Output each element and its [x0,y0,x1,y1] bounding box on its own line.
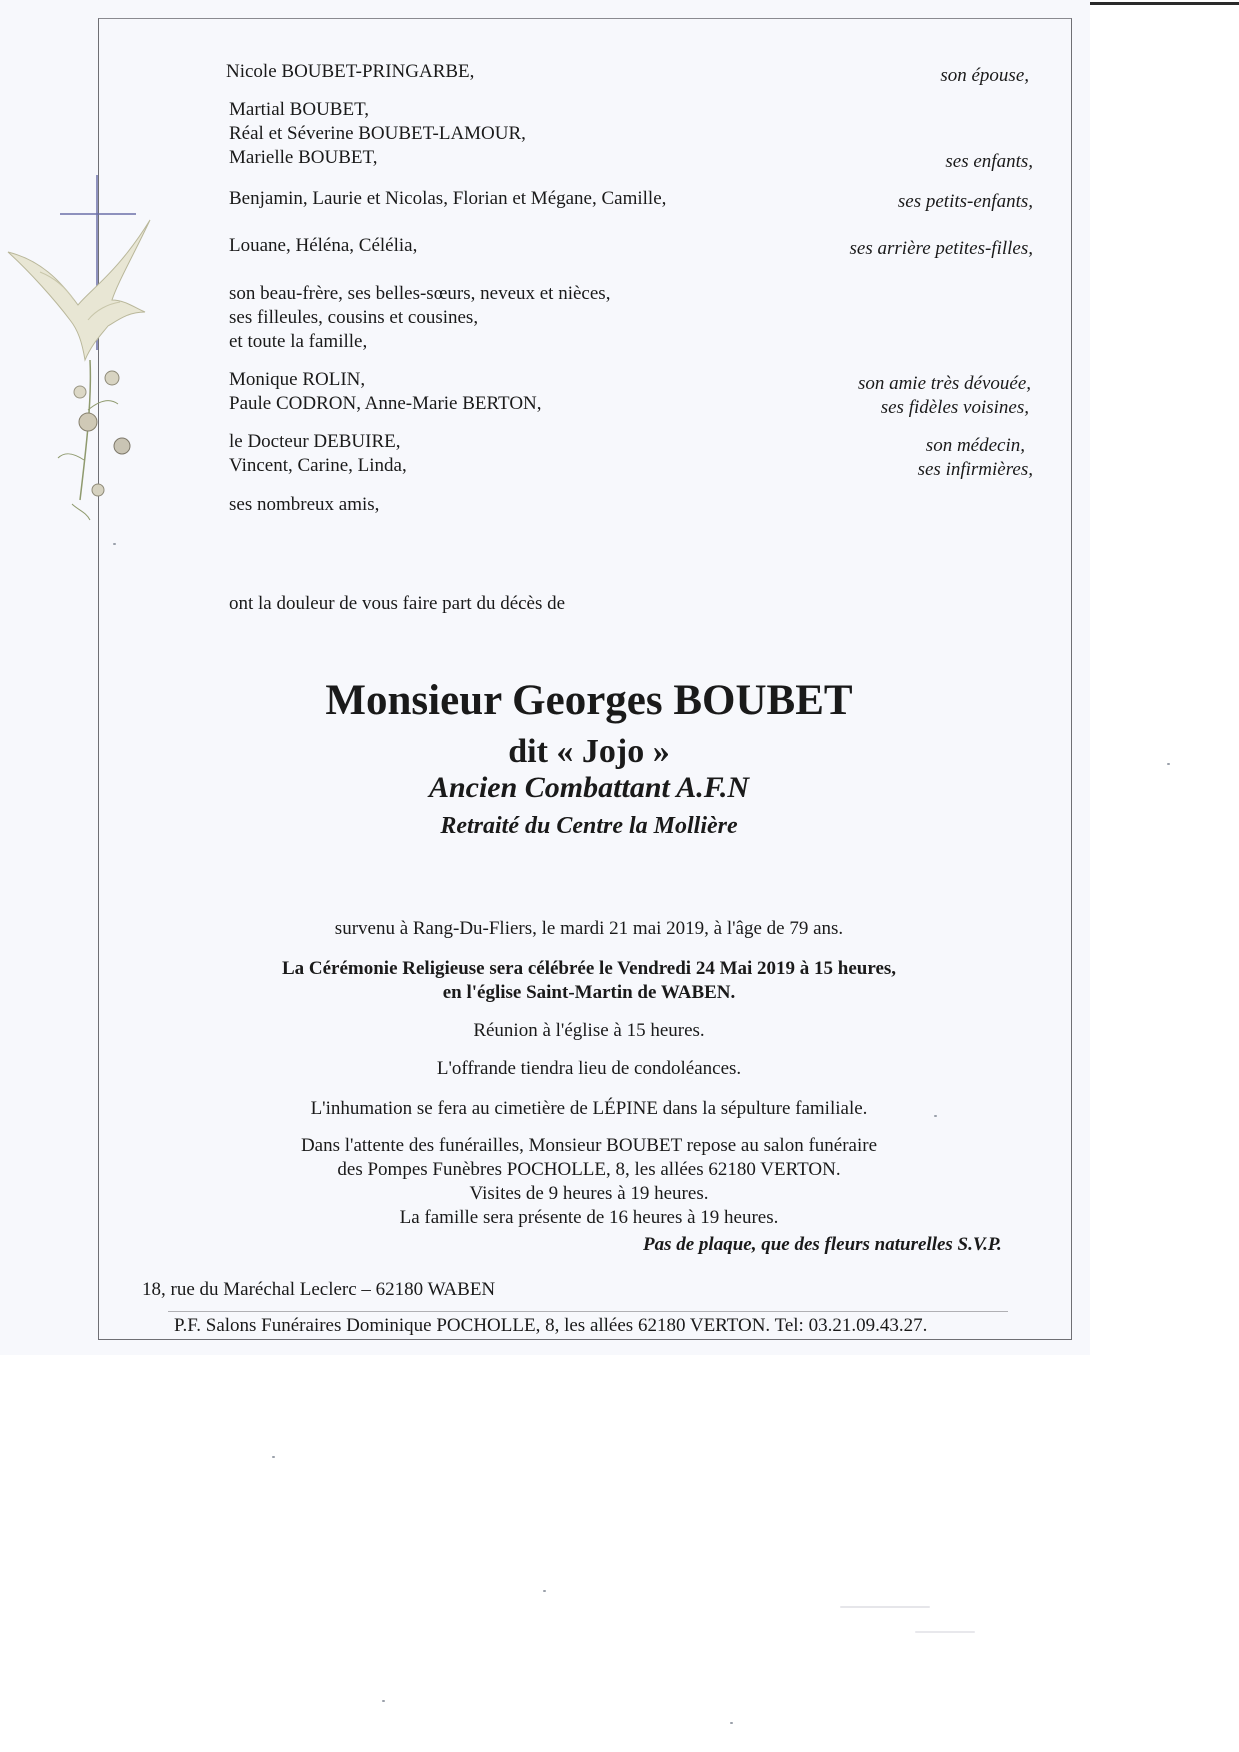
footer-rule [168,1311,1008,1312]
family-line: le Docteur DEBUIRE, [229,431,401,452]
reunion-line: Réunion à l'église à 15 heures. [473,1020,705,1041]
relation-label: ses enfants, [945,151,1033,172]
family-line: Vincent, Carine, Linda, [229,455,407,476]
scan-speck [840,1606,930,1608]
address-line: 18, rue du Maréchal Leclerc – 62180 WABEN [142,1279,496,1300]
family-line: ses nombreux amis, [229,494,380,515]
deceased-subtitle: Retraité du Centre la Mollière [440,813,738,839]
visites-line: Visites de 9 heures à 19 heures. [469,1183,709,1204]
family-line: son beau-frère, ses belles-sœurs, neveux et nièces, [229,283,611,304]
repose-line-2: des Pompes Funèbres POCHOLLE, 8, les allées 62180 VERTON. [337,1159,841,1180]
relation-label: son épouse, [940,65,1029,86]
family-line: Nicole BOUBET-PRINGARBE, [226,61,475,82]
family-line: et toute la famille, [229,331,368,352]
family-line: ses filleules, cousins et cousines, [229,307,479,328]
scan-speck [1167,763,1170,765]
relation-label: son médecin, [925,435,1025,456]
family-line: Paule CODRON, Anne-Marie BERTON, [229,393,542,414]
famille-line: La famille sera présente de 16 heures à 19 heures. [399,1207,779,1228]
deceased-title: Ancien Combattant A.F.N [428,771,750,804]
family-line: Réal et Séverine BOUBET-LAMOUR, [229,123,526,144]
scan-speck [543,1590,546,1592]
inhumation-line: L'inhumation se fera au cimetière de LÉPINE dans la sépulture familiale. [310,1098,868,1119]
top-edge-rule [1090,2,1239,5]
deceased-nickname: dit « Jojo » [508,733,670,770]
scan-speck [915,1631,975,1633]
relation-label: ses infirmières, [917,459,1033,480]
scan-speck [272,1456,275,1458]
funeral-home-line: P.F. Salons Funéraires Dominique POCHOLLE, 8, les allées 62180 VERTON. Tel: 03.21.09.43.27. [174,1315,928,1336]
death-details: survenu à Rang-Du-Fliers, le mardi 21 mai 2019, à l'âge de 79 ans. [334,918,844,939]
ceremony-line-1: La Cérémonie Religieuse sera célébrée le Vendredi 24 Mai 2019 à 15 heures, [281,958,897,979]
family-line: Benjamin, Laurie et Nicolas, Florian et Mégane, Camille, [229,188,667,209]
scan-speck [382,1700,385,1702]
family-line: Monique ROLIN, [229,369,366,390]
relation-label: ses petits-enfants, [897,191,1033,212]
relation-label: ses fidèles voisines, [880,397,1029,418]
ceremony-line-2: en l'église Saint-Martin de WABEN. [442,982,736,1003]
scan-speck [934,1115,937,1117]
repose-line-1: Dans l'attente des funérailles, Monsieur BOUBET repose au salon funéraire [300,1135,878,1156]
family-line: Martial BOUBET, [229,99,370,120]
scan-speck [730,1722,733,1724]
deceased-name: Monsieur Georges BOUBET [325,677,853,724]
announcement: ont la douleur de vous faire part du décès de [229,593,566,614]
no-plaque-note: Pas de plaque, que des fleurs naturelles S.V.P. [643,1234,1002,1255]
relation-label: son amie très dévouée, [857,373,1031,394]
offrande-line: L'offrande tiendra lieu de condoléances. [436,1058,742,1079]
family-line: Louane, Héléna, Célélia, [229,235,418,256]
scan-speck [113,543,116,545]
relation-label: ses arrière petites-filles, [849,238,1033,259]
family-line: Marielle BOUBET, [229,147,378,168]
cross-dove-flowers-icon [0,160,180,540]
